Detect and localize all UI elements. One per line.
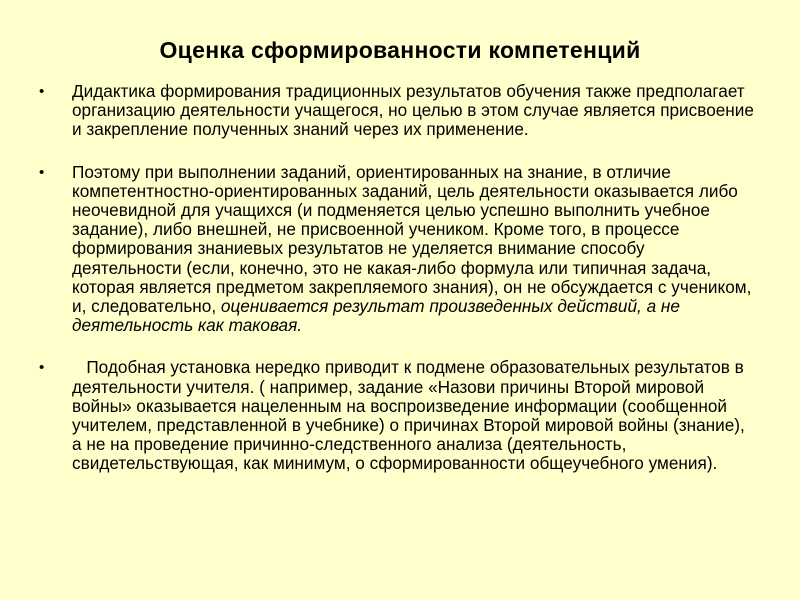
- bullet-text-2-italic: оценивается результат произведенных действий, а не деятельность как таковая.: [72, 296, 680, 336]
- bullet-dot-icon: •: [39, 359, 45, 377]
- bullet-list: [34, 82, 754, 497]
- bullet-item-3: [34, 358, 754, 473]
- bullet-dot-icon: •: [39, 83, 45, 100]
- bullet-item-2: [34, 163, 754, 336]
- bullet-text-3: Подобная установка нередко приводит к подмене образовательных результатов в деятельности учителя. ( например, задание «Назови причины Второй мировой войны» оказывается нацеленным на воспроизведение информации (сообщенной учителем, представленной в учебнике) о причинах Второй мировой войны (знание), а не на проведение причинно-следственного анализа (деятельность, свидетельствующая, как минимум, о сформированности общеучебного умения).: [72, 357, 750, 474]
- bullet-text-1: Дидактика формирования традиционных результатов обучения также предполагает организацию деятельности учащегося, но целью в этом случае является присвоение и закрепление полученных знаний через их применение.: [72, 81, 754, 140]
- slide-title: Оценка сформированности компетенций: [159, 37, 641, 63]
- bullet-text-2: Поэтому при выполнении заданий, ориентированных на знание, в отличие компетентностно-ориентированных заданий, цель деятельности оказывается либо неочевидной для учащихся (и подменяется целью успешно выполнить учебное задание), либо внешней, не присвоенной учеником. Кроме того, в процессе формирования знаниевых результатов не уделяется внимание способу деятельности (если, конечно, это не какая-либо формула или типичная задача, которая является предметом закрепляемого знания), он не обсуждается с учеником, и, следовательно,: [72, 161, 752, 317]
- bullet-item-1: [34, 82, 754, 140]
- bullet-dot-icon: •: [39, 163, 45, 181]
